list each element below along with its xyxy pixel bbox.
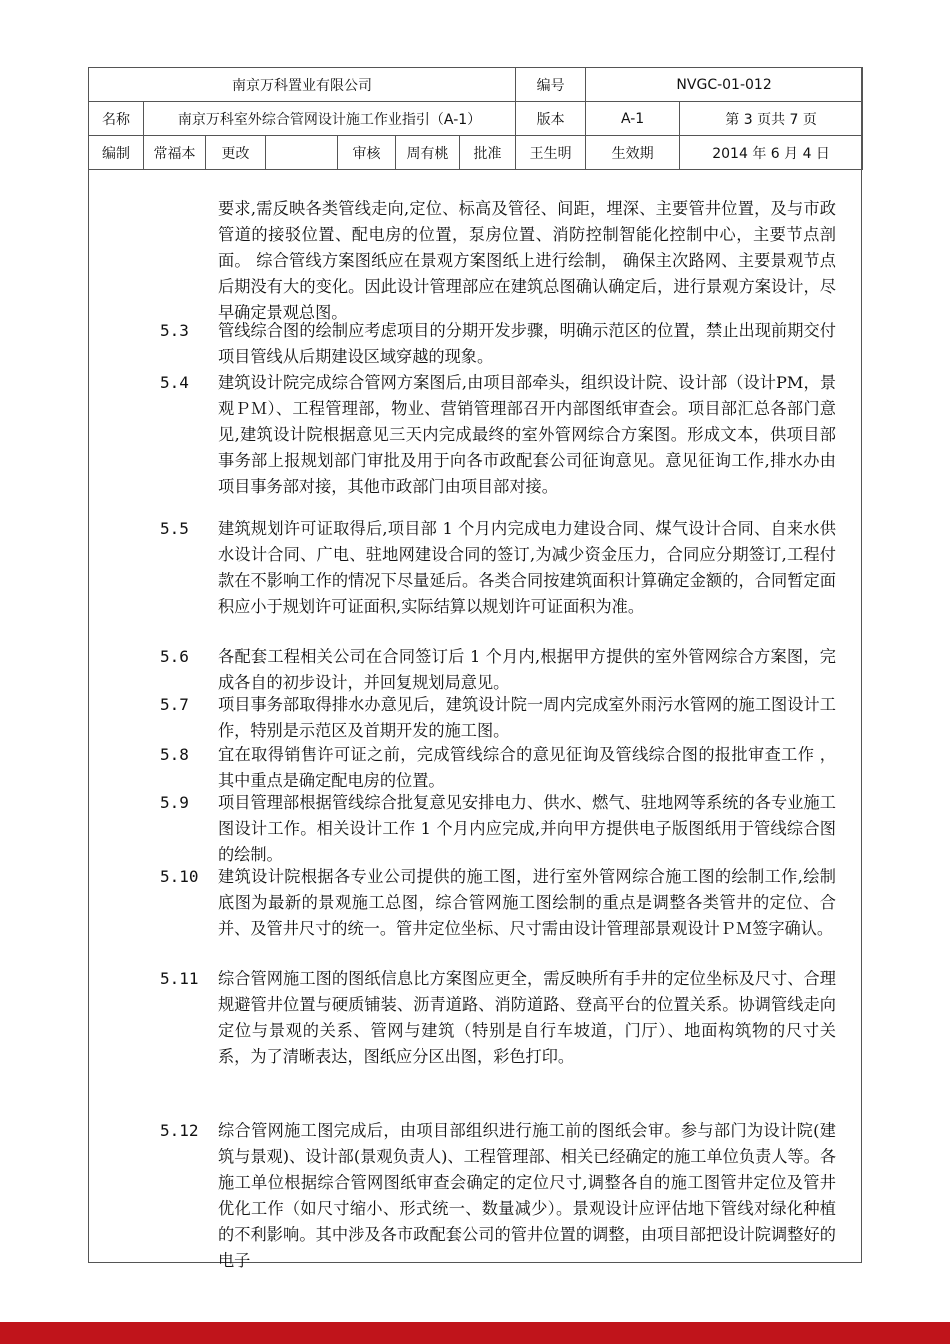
item-text: 综合管网施工图的图纸信息比方案图应更全，需反映所有手井的定位坐标及尺寸、合理规避管井位置与硬质铺装、沥青道路、消防道路、登高平台的位置关系。协调管线走向定位与景观的关系、管网与建筑（特别是自行车坡道，门厅）、地面构筑物的尺寸关系，为了清晰表达，图纸应分区出图，彩色打印。 [218,969,836,1066]
effective-value: 2014 年 6 月 4 日 [680,136,863,170]
approve-label: 批准 [460,136,516,170]
code-value: NVGC-01-012 [586,68,863,102]
review-label: 审核 [338,136,396,170]
change-value [266,136,338,170]
editor-label: 编制 [89,136,144,170]
intro-paragraph: 要求,需反映各类管线走向,定位、标高及管径、间距，埋深、主要管井位置，及与市政管道的接驳位置、配电房的位置，泵房位置、消防控制智能化控制中心，主要节点剖面。 综合管线方案图纸应在景观方案图纸上进行绘制， 确保主次路网、主要景观节点后期没有大的变化。因此设计管理部应在建筑总图确认确定后，进行景观方案设计，尽早确定景观总图。 [218,199,836,322]
item-number: 5.8 [160,745,189,764]
item-number: 5.4 [160,373,189,392]
item-number: 5.6 [160,647,189,666]
item-number: 5.7 [160,695,189,714]
item-number: 5.5 [160,519,189,538]
page-info: 第 3 页共 7 页 [680,102,863,136]
item-text: 项目管理部根据管线综合批复意见安排电力、供水、燃气、驻地网等系统的各专业施工图设计工作。相关设计工作 1 个月内应完成,并向甲方提供电子版图纸用于管线综合图的绘制。 [218,793,836,864]
code-label: 编号 [516,68,586,102]
item-text: 管线综合图的绘制应考虑项目的分期开发步骤，明确示范区的位置，禁止出现前期交付项目管线从后期建设区域穿越的现象。 [218,321,836,366]
name-label: 名称 [89,102,144,136]
item-number: 5.9 [160,793,189,812]
footer-bar [0,1322,950,1344]
effective-label: 生效期 [586,136,680,170]
item-text: 综合管网施工图完成后，由项目部组织进行施工前的图纸会审。参与部门为设计院(建筑与景观)、设计部(景观负责人)、工程管理部、相关已经确定的施工单位负责人等。各施工单位根据综合管网图纸审查会确定的定位尺寸,调整各自的施工图管井定位及管井优化工作（如尺寸缩小、形式统一、数量减少）。景观设计应评估地下管线对绿化种植的不利影响。其中涉及各市政配套公司的管井位置的调整，由项目部把设计院调整好的电子 [218,1121,836,1270]
version-value: A-1 [586,102,680,136]
change-label: 更改 [206,136,266,170]
item-number: 5.11 [160,969,199,988]
editor-value: 常福本 [144,136,206,170]
item-text: 项目事务部取得排水办意见后，建筑设计院一周内完成室外雨污水管网的施工图设计工作，特别是示范区及首期开发的施工图。 [218,695,836,740]
approve-value: 王生明 [516,136,586,170]
item-number: 5.3 [160,321,189,340]
version-label: 版本 [516,102,586,136]
item-text: 建筑设计院根据各专业公司提供的施工图，进行室外管网综合施工图的绘制工作,绘制底图为最新的景观施工总图，综合管网施工图绘制的重点是调整各类管井的定位、合并、及管井尺寸的统一。管井定位坐标、尺寸需由设计管理部景观设计ＰＭ签字确认。 [218,867,836,938]
item-text: 各配套工程相关公司在合同签订后 1 个月内,根据甲方提供的室外管网综合方案图，完成各自的初步设计，并回复规划局意见。 [218,647,836,692]
item-number: 5.12 [160,1121,199,1140]
document-header-table [88,67,863,170]
review-value: 周有桃 [396,136,460,170]
company-name: 南京万科置业有限公司 [89,68,516,102]
document-name: 南京万科室外综合管网设计施工作业指引（A-1） [144,102,516,136]
item-number: 5.10 [160,867,199,886]
item-text: 建筑规划许可证取得后,项目部 1 个月内完成电力建设合同、煤气设计合同、自来水供水设计合同、广电、驻地网建设合同的签订,为减少资金压力，合同应分期签订,工程付款在不影响工作的情况下尽量延后。各类合同按建筑面积计算确定金额的，合同暂定面积应小于规划许可证面积,实际结算以规划许可证面积为准。 [218,519,836,616]
item-text: 宜在取得销售许可证之前，完成管线综合的意见征询及管线综合图的报批审查工作 ，其中重点是确定配电房的位置。 [218,745,836,790]
item-text: 建筑设计院完成综合管网方案图后,由项目部牵头，组织设计院、设计部（设计PM，景观ＰＭ）、工程管理部，物业、营销管理部召开内部图纸审查会。项目部汇总各部门意见,建筑设计院根据意见三天内完成最终的室外管网综合方案图。形成文本，供项目部事务部上报规划部门审批及用于向各市政配套公司征询意见。意见征询工作,排水办由项目事务部对接，其他市政部门由项目部对接。 [218,373,836,496]
